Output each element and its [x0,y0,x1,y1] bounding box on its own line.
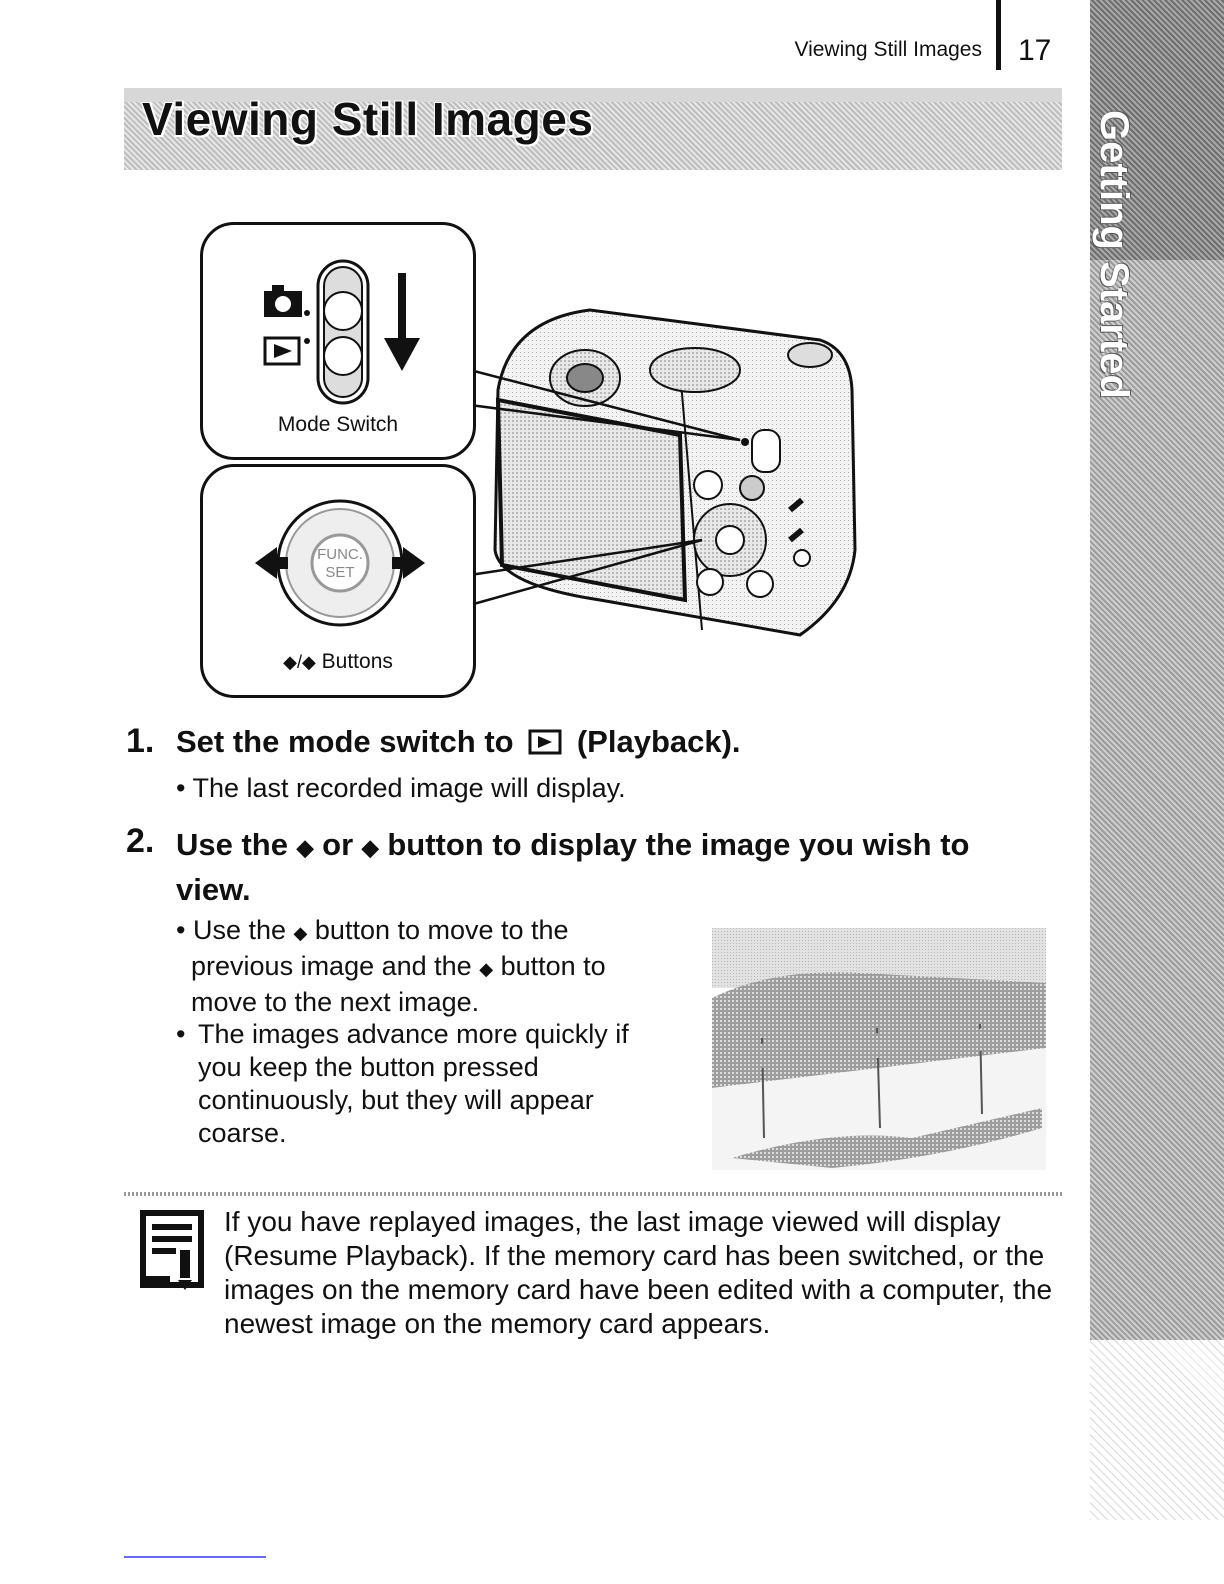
step-2-bullet-1: • Use the ◆ button to move to the previous image and the ◆ button to move to the next image. [176,915,606,1017]
arrow-buttons-label: Buttons [321,650,393,673]
right-arrow-icon: ◆ [361,835,379,860]
mode-switch-callout [200,222,476,460]
svg-text:SET: SET [325,564,355,581]
arrow-buttons-callout [200,464,476,698]
step-1-bullet: • The last recorded image will display. [176,773,626,803]
playback-icon [528,729,562,755]
mode-switch-label: Mode Switch [277,413,399,436]
right-arrow-icon: ◆ [479,959,494,979]
playback-mode-icon [265,338,310,364]
control-dial-diagram [243,481,433,641]
left-arrow-icon: ◆ [293,923,308,943]
header-rule [996,0,1001,70]
camera-mode-icon [264,285,310,317]
svg-text:FUNC.: FUNC. [317,546,363,563]
running-head: Viewing Still Images [794,38,982,61]
step-1-title: Set the mode switch to (Playback). [176,724,741,759]
step-1-number: 1. [126,722,155,760]
down-arrow-icon [384,338,420,371]
section-tab-fade [1090,1340,1224,1520]
step-2-number: 2. [126,822,155,860]
mode-switch-diagram [258,243,428,413]
memo-icon [140,1210,206,1294]
left-arrow-icon: ◆ [296,835,314,860]
section-divider [124,1192,1062,1196]
beach-photo [712,928,1046,1170]
note-text: If you have replayed images, the last image viewed will display (Resume Playback). If the memory card has been switched, or the images on the memory card have been edited with a computer, the newest image on the memory card appears. [224,1206,1053,1339]
arrow-glyphs: ◆/◆ [283,652,316,672]
page-number: 17 [1018,34,1052,67]
camera-illustration [440,300,870,640]
step-2-title: Use the ◆ or ◆ button to display the image you wish to view. [176,827,970,907]
section-tab-label: Getting Started [1092,110,1136,399]
page-title: Viewing Still Images [142,93,594,145]
footer-rule [124,1556,266,1558]
step-2-bullet-2: • The images advance more quickly if you keep the button pressed continuously, but they will appear coarse. [176,1019,629,1148]
